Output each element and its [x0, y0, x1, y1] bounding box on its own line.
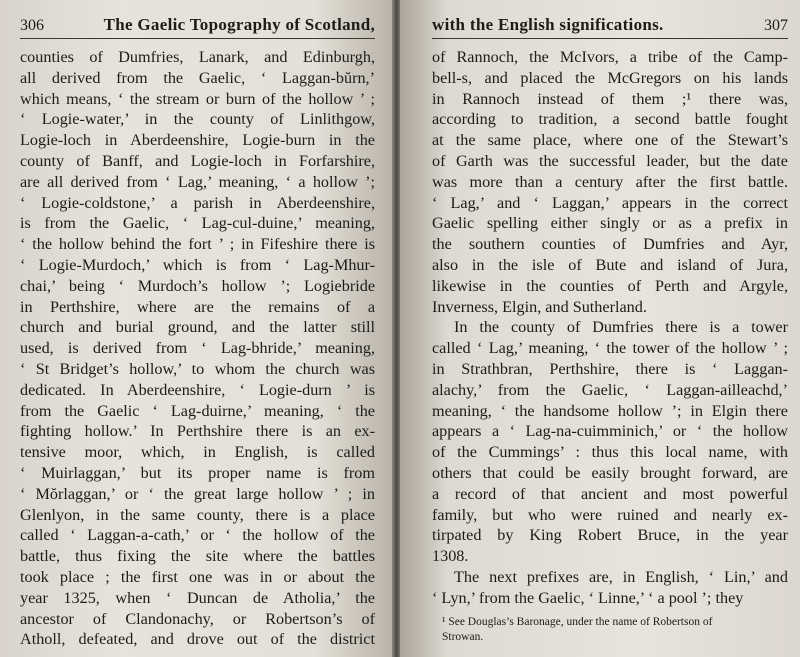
- text-line: meaning, ‘ the handsome hollow ’; in Elgin there: [432, 401, 788, 420]
- text-line: ‘ St Bridget’s hollow,’ to whom the church was: [20, 359, 375, 378]
- text-line: Atholl, defeated, and drove out of the district: [20, 630, 375, 649]
- text-line: ‘ Logie-Murdoch,’ which is from ‘ Lag-Mhur-: [20, 255, 375, 274]
- text-line: battle, thus fixing the site where the battles: [20, 547, 375, 566]
- text-line: appears a ‘ Lag-na-cuimminich,’ or ‘ the hollow: [432, 422, 788, 441]
- text-line: in Strathbran, Perthshire, there is ‘ Laggan-: [432, 359, 788, 378]
- text-line: the southern counties of Dumfries and Ayr,: [432, 235, 788, 254]
- text-line: The next prefixes are, in English, ‘ Lin,’ and: [454, 567, 788, 586]
- text-line: county of Banff, and Logie-loch in Forfarshire,: [20, 151, 375, 170]
- text-line: of Garth was the successful leader, but the date: [432, 151, 788, 170]
- text-line: fighting hollow.’ In Perthshire there is an ex-: [20, 422, 375, 441]
- footnote-line: Strowan.: [442, 630, 484, 643]
- text-line: according to tradition, a second battle fought: [432, 110, 788, 129]
- text-line: tirpated by King Robert Bruce, in the year: [432, 526, 788, 545]
- right-page: [400, 0, 800, 657]
- text-line: also in the isle of Bute and island of Jura,: [432, 255, 788, 274]
- text-line: of Rannoch, the McIvors, a tribe of the Camp-: [432, 48, 788, 66]
- text-line: likewise in the counties of Perth and Argyle,: [432, 276, 788, 295]
- text-line: bell-s, and placed the McGregors on his lands: [432, 68, 788, 87]
- text-line: ‘ Muirlaggan,’ but its proper name is from: [20, 463, 375, 482]
- text-line: Inverness, Elgin, and Sutherland.: [432, 297, 647, 316]
- text-line: which means, ‘ the stream or burn of the hollow ’ ;: [20, 89, 375, 108]
- text-line: called ‘ Lag,’ meaning, ‘ the tower of the hollow ’ ;: [432, 339, 788, 358]
- text-line: at the same place, where one of the Stewart’s: [432, 131, 788, 150]
- text-line: ‘ Lyn,’ from the Gaelic, ‘ Linne,’ ‘ a pool ’; they: [432, 588, 744, 607]
- text-line: are all derived from ‘ Lag,’ meaning, ‘ a hollow ’;: [20, 172, 375, 191]
- text-line: church and burial ground, and the latter still: [20, 318, 375, 337]
- right-page-body: [432, 47, 788, 609]
- text-line: others that could be easily brought forward, are: [432, 463, 788, 482]
- text-line: In the county of Dumfries there is a tower: [454, 318, 788, 337]
- footnote-line: ¹ See Douglas’s Baronage, under the name of Robertson of: [442, 615, 713, 628]
- text-line: used, is derived from ‘ Lag-bhride,’ meaning,: [20, 339, 375, 358]
- left-running-head: The Gaelic Topography of Scotland,: [103, 15, 375, 34]
- text-line: a record of that ancient and most powerful: [432, 484, 788, 503]
- text-line: counties of Dumfries, Lanark, and Edinburgh,: [20, 48, 375, 66]
- text-line: ‘ the hollow behind the fort ’ ; in Fifeshire there is: [20, 235, 375, 254]
- right-running-head: with the English significations.: [432, 15, 664, 34]
- text-line: tensive moor, which, in English, is called: [20, 443, 375, 462]
- text-line: all derived from the Gaelic, ‘ Laggan-bŭrn,’: [20, 68, 375, 87]
- left-page-header: [20, 12, 375, 39]
- text-line: from the Gaelic ‘ Lag-duirne,’ meaning, ‘ the: [20, 401, 375, 420]
- text-line: of the Cummings’ : thus this local name, with: [432, 443, 788, 462]
- text-line: in Rannoch instead of them ;¹ there was,: [432, 89, 788, 108]
- text-line: family, but who were ruined and nearly ex-: [432, 505, 788, 524]
- text-line: Gaelic spelling either singly or as a prefix in: [432, 214, 788, 233]
- text-line: year 1325, when ‘ Duncan de Atholia,’ the: [20, 588, 375, 607]
- text-line: ‘ Logie-coldstone,’ a parish in Aberdeenshire,: [20, 193, 375, 212]
- text-line: alachy,’ from the Gaelic, ‘ Laggan-ailleachd,’: [432, 380, 788, 399]
- left-page: [0, 0, 393, 657]
- text-line: ‘ Mŏrlaggan,’ or ‘ the great large hollow ’ ; in: [20, 484, 375, 503]
- left-page-body: [20, 47, 375, 650]
- text-line: in Perthshire, where are the remains of a: [20, 297, 375, 316]
- text-line: ‘ Logie-water,’ in the county of Linlithgow,: [20, 110, 375, 129]
- text-line: was more than a century after the first battle.: [432, 172, 788, 191]
- text-line: Logie-loch in Aberdeenshire, Logie-burn in the: [20, 131, 375, 150]
- text-line: took place ; the first one was in or about the: [20, 567, 375, 586]
- text-line: ancestor of Clandonachy, or Robertson’s of: [20, 609, 375, 628]
- text-line: 1308.: [432, 547, 469, 566]
- text-line: ‘ Lag,’ and ‘ Laggan,’ appears in the correct: [432, 193, 788, 212]
- text-line: called ‘ Laggan-a-cath,’ or ‘ the hollow of the: [20, 526, 375, 545]
- left-page-number: 306: [20, 17, 44, 34]
- text-line: chai,’ being ‘ Murdoch’s hollow ’; Logiebride: [20, 276, 375, 295]
- footnote: [432, 615, 788, 645]
- text-line: dedicated. In Aberdeenshire, ‘ Logie-durn ’ is: [20, 380, 375, 399]
- text-line: is from the Gaelic, ‘ Lag-cul-duine,’ meaning,: [20, 214, 375, 233]
- right-page-header: [432, 12, 788, 39]
- text-line: Glenlyon, in the same county, there is a place: [20, 505, 375, 524]
- right-page-number: 307: [764, 17, 788, 34]
